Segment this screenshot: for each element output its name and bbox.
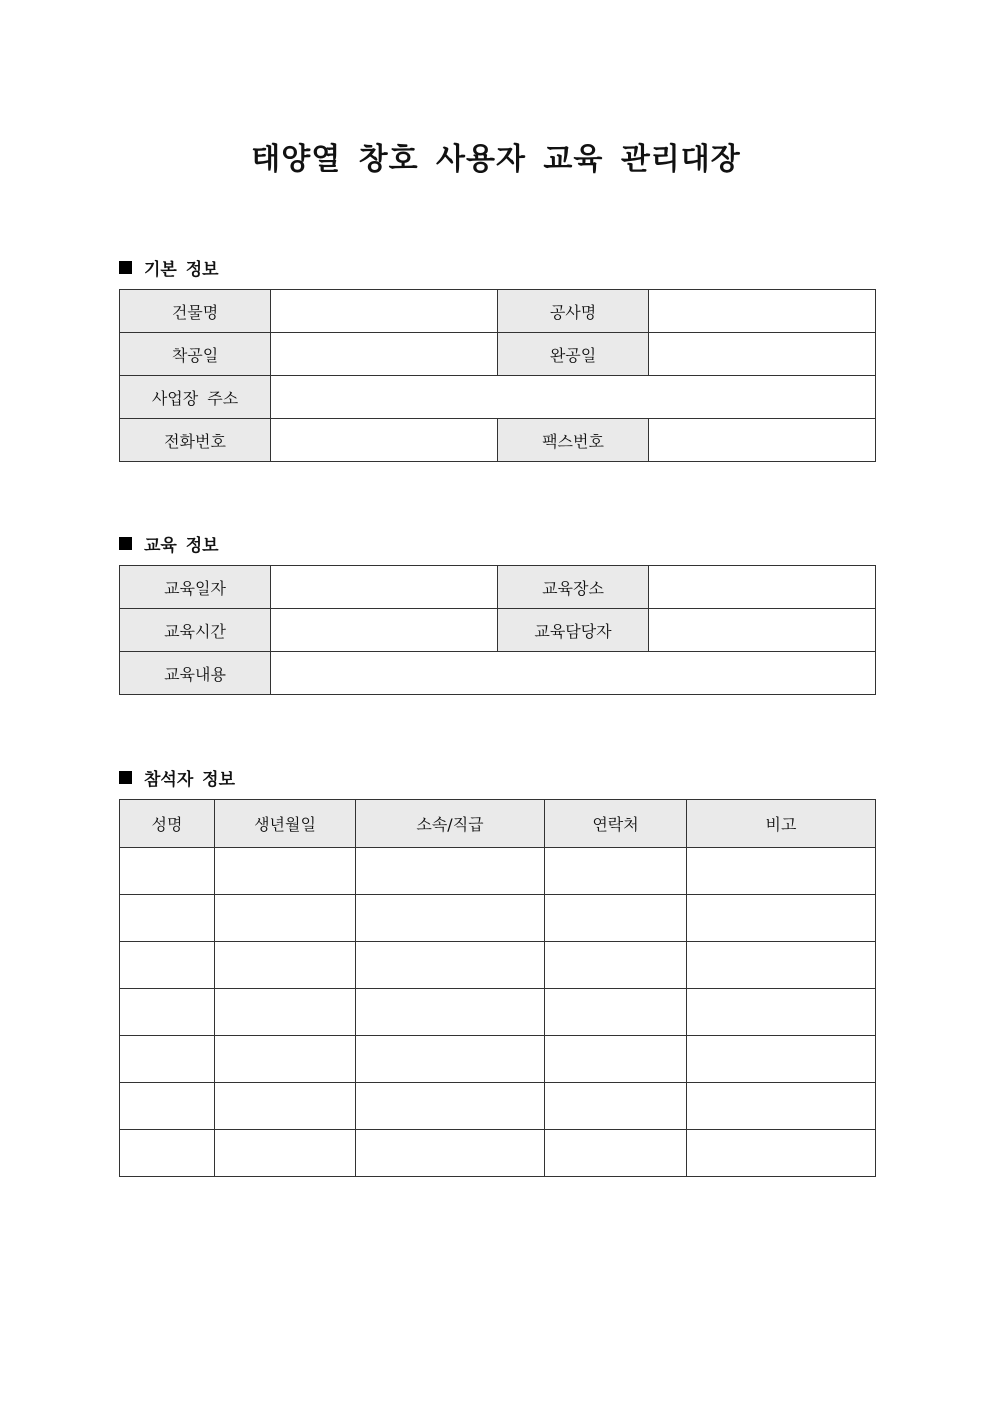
table-row: [120, 333, 876, 376]
attendee-contact-cell[interactable]: [545, 895, 687, 942]
attendee-contact-cell[interactable]: [545, 1083, 687, 1130]
attendee-affiliation-cell[interactable]: [356, 942, 545, 989]
attendee-name-cell[interactable]: [120, 848, 215, 895]
basic-info-heading: [119, 255, 219, 280]
table-row: [120, 609, 876, 652]
project-name-field[interactable]: [649, 290, 876, 333]
attendee-info-heading: [119, 765, 235, 790]
column-header-remarks: 비고: [687, 800, 876, 848]
table-row: [120, 566, 876, 609]
square-bullet-icon: [119, 771, 132, 784]
education-time-label: 교육시간: [120, 609, 271, 652]
attendee-remarks-cell[interactable]: [687, 989, 876, 1036]
table-row: [120, 1036, 876, 1083]
table-row: [120, 895, 876, 942]
table-row: [120, 989, 876, 1036]
attendee-affiliation-cell[interactable]: [356, 1036, 545, 1083]
attendee-birthdate-cell[interactable]: [215, 895, 356, 942]
attendee-contact-cell[interactable]: [545, 989, 687, 1036]
attendee-birthdate-cell[interactable]: [215, 1036, 356, 1083]
education-info-heading: [119, 531, 219, 556]
attendee-affiliation-cell[interactable]: [356, 989, 545, 1036]
phone-label: 전화번호: [120, 419, 271, 462]
table-row: [120, 376, 876, 419]
attendee-name-cell[interactable]: [120, 1036, 215, 1083]
attendee-affiliation-cell[interactable]: [356, 1130, 545, 1177]
attendee-birthdate-cell[interactable]: [215, 1130, 356, 1177]
attendee-affiliation-cell[interactable]: [356, 895, 545, 942]
attendee-affiliation-cell[interactable]: [356, 1083, 545, 1130]
attendee-contact-cell[interactable]: [545, 848, 687, 895]
phone-field[interactable]: [271, 419, 498, 462]
square-bullet-icon: [119, 261, 132, 274]
table-row: [120, 652, 876, 695]
site-address-label: 사업장 주소: [120, 376, 271, 419]
table-row: [120, 419, 876, 462]
education-date-label: 교육일자: [120, 566, 271, 609]
attendee-birthdate-cell[interactable]: [215, 989, 356, 1036]
attendee-remarks-cell[interactable]: [687, 1083, 876, 1130]
column-header-birthdate: 생년월일: [215, 800, 356, 848]
attendee-name-cell[interactable]: [120, 942, 215, 989]
fax-label: 팩스번호: [498, 419, 649, 462]
education-content-field[interactable]: [271, 652, 876, 695]
table-row: [120, 290, 876, 333]
table-header-row: [120, 800, 876, 848]
attendee-remarks-cell[interactable]: [687, 895, 876, 942]
basic-info-heading-text: 기본 정보: [144, 260, 219, 280]
attendee-name-cell[interactable]: [120, 1083, 215, 1130]
column-header-name: 성명: [120, 800, 215, 848]
attendee-name-cell[interactable]: [120, 989, 215, 1036]
table-row: [120, 1130, 876, 1177]
attendee-affiliation-cell[interactable]: [356, 848, 545, 895]
square-bullet-icon: [119, 537, 132, 550]
table-row: [120, 1083, 876, 1130]
document-title: 태양열 창호 사용자 교육 관리대장: [251, 142, 741, 177]
fax-field[interactable]: [649, 419, 876, 462]
building-name-label: 건물명: [120, 290, 271, 333]
education-instructor-label: 교육담당자: [498, 609, 649, 652]
attendee-table: [119, 799, 876, 1177]
education-info-table: [119, 565, 876, 695]
attendee-birthdate-cell[interactable]: [215, 1083, 356, 1130]
site-address-field[interactable]: [271, 376, 876, 419]
table-row: [120, 942, 876, 989]
start-date-label: 착공일: [120, 333, 271, 376]
attendee-contact-cell[interactable]: [545, 1130, 687, 1177]
building-name-field[interactable]: [271, 290, 498, 333]
basic-info-table: [119, 289, 876, 462]
column-header-affiliation: 소속/직급: [356, 800, 545, 848]
attendee-contact-cell[interactable]: [545, 1036, 687, 1083]
column-header-contact: 연락처: [545, 800, 687, 848]
table-row: [120, 848, 876, 895]
attendee-remarks-cell[interactable]: [687, 848, 876, 895]
education-instructor-field[interactable]: [649, 609, 876, 652]
attendee-remarks-cell[interactable]: [687, 942, 876, 989]
start-date-field[interactable]: [271, 333, 498, 376]
project-name-label: 공사명: [498, 290, 649, 333]
attendee-remarks-cell[interactable]: [687, 1130, 876, 1177]
attendee-birthdate-cell[interactable]: [215, 848, 356, 895]
education-time-field[interactable]: [271, 609, 498, 652]
attendee-name-cell[interactable]: [120, 1130, 215, 1177]
attendee-birthdate-cell[interactable]: [215, 942, 356, 989]
completion-date-label: 완공일: [498, 333, 649, 376]
education-content-label: 교육내용: [120, 652, 271, 695]
education-place-label: 교육장소: [498, 566, 649, 609]
attendee-name-cell[interactable]: [120, 895, 215, 942]
completion-date-field[interactable]: [649, 333, 876, 376]
attendee-info-heading-text: 참석자 정보: [144, 770, 236, 790]
education-info-heading-text: 교육 정보: [144, 536, 219, 556]
education-place-field[interactable]: [649, 566, 876, 609]
attendee-contact-cell[interactable]: [545, 942, 687, 989]
attendee-remarks-cell[interactable]: [687, 1036, 876, 1083]
education-date-field[interactable]: [271, 566, 498, 609]
